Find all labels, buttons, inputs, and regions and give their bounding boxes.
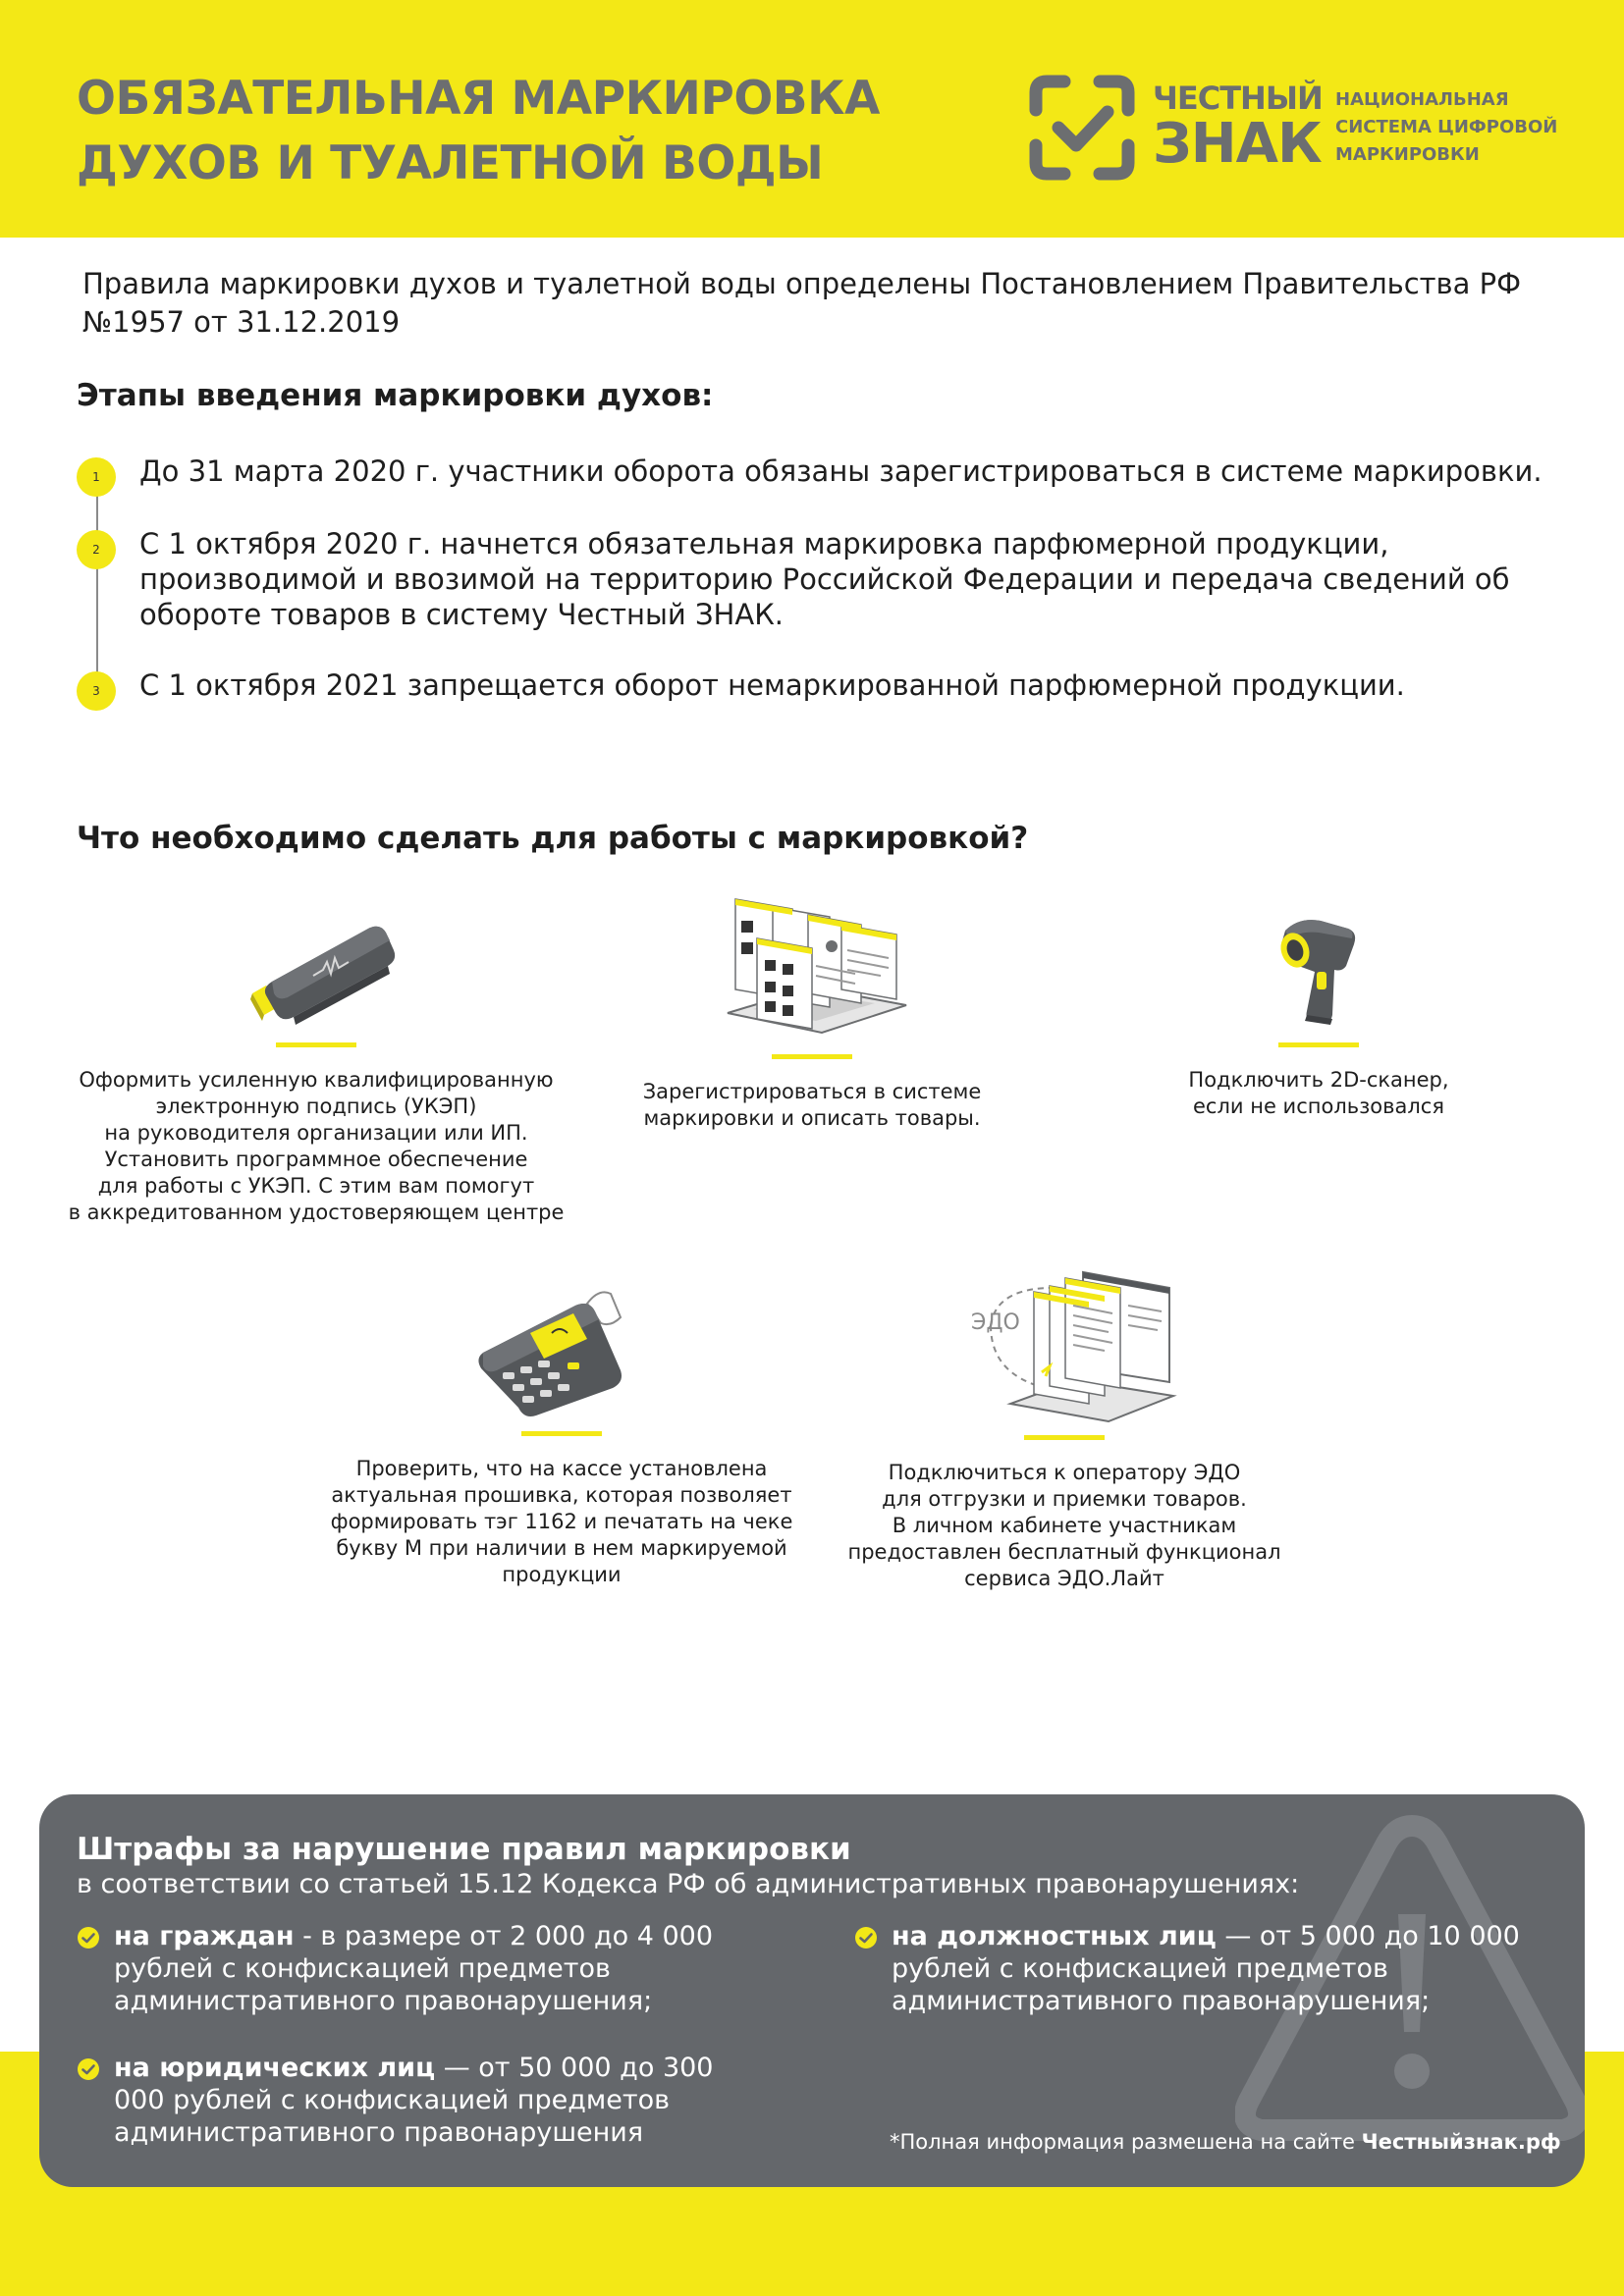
stage-text: До 31 марта 2020 г. участники оборота обязаны зарегистрироваться в системе маркировки.	[139, 454, 1543, 488]
page-title	[77, 67, 960, 196]
todo-item-text: Проверить, что на кассе установлена актуальная прошивка, которая позволяет формировать тэг 1162 и печатать на чеке букву М при наличии в нем маркируемой продукции	[330, 1457, 793, 1586]
title-line-2: ДУХОВ И ТУАЛЕТНОЙ ВОДЫ	[77, 136, 824, 190]
website-link[interactable]: Честныйзнак.рф	[1361, 2130, 1561, 2154]
accent-bar	[521, 1431, 602, 1436]
laptop-documents-icon	[714, 895, 910, 1042]
edo-label: ЭДО	[971, 1310, 1020, 1335]
intro-text: Правила маркировки духов и туалетной воды определены Постановлением Правительства РФ №1957 от 31.12.2019	[82, 267, 1522, 339]
logo-wordmark	[1153, 80, 1339, 176]
check-circle-icon	[77, 1926, 100, 1949]
todo-item-register	[581, 895, 1043, 1132]
title-line-1: ОБЯЗАТЕЛЬНАЯ МАРКИРОВКА	[77, 72, 880, 126]
fine-item	[77, 1920, 725, 2017]
footnote-text: *Полная информация размешена на сайте	[890, 2130, 1362, 2154]
todo-item-scanner	[1127, 913, 1510, 1120]
logo-tag-line-3: МАРКИРОВКИ	[1335, 144, 1480, 165]
stage-number-badge: 3	[77, 671, 116, 711]
logo-tag-line-1: НАЦИОНАЛЬНАЯ	[1335, 89, 1509, 110]
fine-subject: на юридических лиц	[114, 2053, 436, 2083]
stage-number-badge: 2	[77, 530, 116, 569]
fines-panel	[39, 1794, 1585, 2187]
stage-text: С 1 октября 2020 г. начнется обязательная маркировка парфюмерной продукции, производимой и ввозимой на территорию Российской Федерации и передача сведений об обороте товаров в систему Честный ЗНАК.	[139, 527, 1510, 631]
fine-amount-text: - в размере от 2 000 до 4 000 рублей с конфискацией предметов административного правонарушения;	[114, 1921, 714, 2016]
fine-amount-text: — от 5 000 до 10 000 рублей с конфискацией предметов административного правонарушения;	[892, 1921, 1520, 2016]
accent-bar	[276, 1042, 356, 1047]
todo-item-ukep	[61, 913, 571, 1226]
todo-heading: Что необходимо сделать для работы с маркировкой?	[77, 821, 1029, 856]
stage-text: С 1 октября 2021 запрещается оборот немаркированной парфюмерной продукции.	[139, 668, 1405, 702]
fine-amount-text: — от 50 000 до 300 000 рублей с конфискацией предметов административного правонарушения	[114, 2053, 714, 2148]
footnote	[890, 2128, 1561, 2156]
fine-subject: на должностных лиц	[892, 1921, 1217, 1951]
check-circle-icon	[77, 2057, 100, 2081]
barcode-scanner-icon	[1260, 913, 1378, 1031]
stage-number-badge: 1	[77, 457, 116, 497]
logo-tagline	[1335, 86, 1591, 169]
logo-word-1: ЧЕСТНЫЙ	[1153, 80, 1323, 117]
todo-item-edo	[827, 1266, 1302, 1592]
logo-checkmark-icon	[1029, 75, 1135, 181]
todo-item-cashbox	[312, 1288, 811, 1588]
logo-tag-line-2: СИСТЕМА ЦИФРОВОЙ	[1335, 117, 1558, 137]
fines-subheading: в соответствии со статьей 15.12 Кодекса РФ об административных правонарушениях:	[77, 1869, 1300, 1899]
todo-item-text: Зарегистрироваться в системе маркировки и описать товары.	[642, 1080, 982, 1130]
accent-bar	[772, 1054, 852, 1059]
payment-terminal-icon	[473, 1288, 650, 1419]
todo-item-text: Подключиться к оператору ЭДО для отгрузки и приемки товаров. В личном кабинете участникам предоставлен бесплатный функционал сервиса ЭДО.Лайт	[847, 1461, 1281, 1590]
fine-item	[77, 2052, 764, 2149]
usb-token-icon	[233, 913, 400, 1031]
accent-bar	[1278, 1042, 1359, 1047]
header-banner	[0, 0, 1624, 238]
edo-laptop-icon	[951, 1266, 1177, 1423]
accent-bar	[1024, 1435, 1105, 1440]
stages-heading: Этапы введения маркировки духов:	[77, 378, 714, 413]
todo-item-text: Подключить 2D-сканер, если не использовался	[1188, 1068, 1449, 1118]
fine-subject: на граждан	[114, 1921, 295, 1951]
logo-word-2: ЗНАК	[1153, 112, 1322, 176]
todo-item-text: Оформить усиленную квалифицированную электронную подпись (УКЭП) на руководителя организации или ИП. Установить программное обеспечение для работы с УКЭП. С этим вам помогут в аккредитованном удостоверяющем центре	[68, 1068, 565, 1224]
fine-item	[854, 1920, 1522, 2017]
check-circle-icon	[854, 1926, 878, 1949]
fines-heading: Штрафы за нарушение правил маркировки	[77, 1832, 851, 1867]
timeline-connector	[96, 473, 98, 684]
